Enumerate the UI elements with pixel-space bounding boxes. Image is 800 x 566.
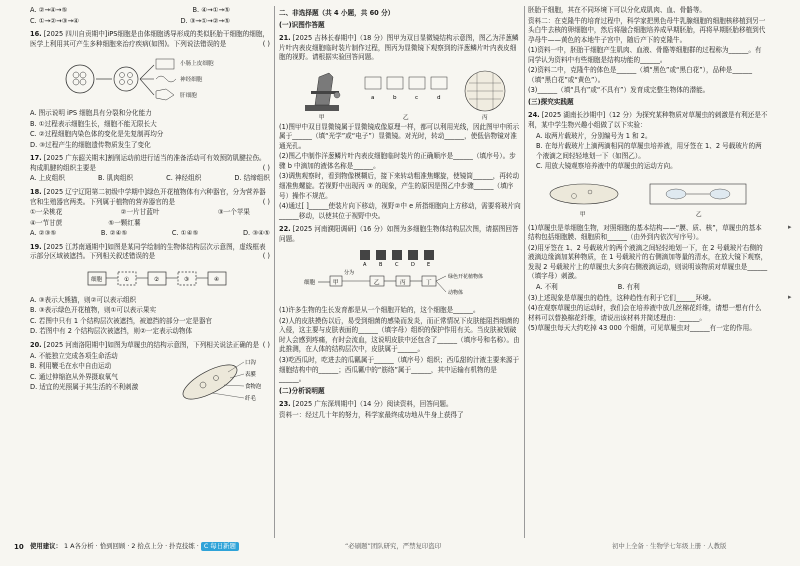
label-bing: 丙 [400,280,406,287]
option: D. ③④⑤ [242,229,270,238]
usage-items: 1 A各分析 · 恰到回顾 · 2 拾点上分 · 扑克技练 · [64,542,201,550]
organism-levels-figure [300,246,500,304]
label-oral-groove: 口沟 [245,359,256,366]
side-tab-mark: ▸ [788,223,792,231]
option: D. ③过程产生的细胞遗传物质发生了变化 [30,140,151,149]
q20-options [30,352,170,408]
question-stem: [2025 湖南长沙期中]（12 分）为探究某种物质对草履虫的刺激是有利还是不利，某中学生物兴趣小组做了以下实验： [528,111,768,130]
label-D: D [411,262,415,269]
option: C. 通过伸缩泡从外界摄取氧气 [30,372,118,381]
label-pellicle: 表膜 [245,371,256,378]
label-a: a [371,94,375,101]
step: A. 取两片载玻片，分别编号为 1 和 2。 [536,131,652,140]
question-23 [279,400,521,410]
label-2: ② [154,276,160,283]
question-24 [528,111,768,130]
paramecium-experiment-diagram [538,174,758,222]
sub-question: (1)资料一中，胚胎干细胞产生肌肉、血液、骨骼等细胞群的过程称为______。有同学认为资料中有些细胞是结构功能的______。 [528,46,762,64]
question-22 [279,225,521,244]
options-row [528,283,768,293]
footer-badge: C 每日新题 [201,542,239,551]
answer-paren: ( ) [262,163,270,172]
option: A. 上皮组织 [30,174,65,183]
footer-center: “必刷题”团队研究，严禁复印盗印 [345,542,442,550]
question-number: 19. [30,242,42,251]
sub-question: (1)许多生物的生长发育都是从一个细胞开始的，这个细胞是______。 [279,306,480,315]
label-4: ④ [214,276,220,283]
label-yi: 乙 [696,211,702,218]
item: ②一片甘蓝叶 [120,208,160,217]
item: ①一朵桃花 [30,208,63,217]
top-options-row-1 [30,6,270,16]
paramecium-experiment-figure [538,174,758,222]
question-number: 21. [279,34,291,43]
sub-question: (2)用牙签在 1、2 号载玻片的两个液滴之间轻轻地划一下，在 2 号载玻片右侧的液滴边缘滴加某种物质，在 1 号载玻片的右侧滴加等量的清水，在放大镜下观察，发现 2 号载玻片上的草履虫大多向右侧液滴运动，则说明该物质对草履虫是______（填字母）刺激。 [528,243,768,281]
column-divider-1 [274,6,275,538]
label-cell: 细胞 [91,276,103,283]
question-number: 22. [279,225,291,234]
label-b: b [393,94,397,101]
label-A: A [363,262,367,269]
option: B. 肌肉组织 [98,174,134,183]
items-row [30,208,270,218]
option: A. 图示说明 iPS 细胞具有分裂和分化能力 [30,109,152,118]
sub-question: (2)人的皮肤摸伤以后，易受到细菌的感染而发炎，而正常情况下皮肤能阻挡细菌的入侵，这主要与皮肤表面的______（填字母）组织的保护作用有关。当皮肤被划破时人会感到疼痛，有时会流血，这说明皮肤中还包含了______（填序号和名称）。由此推测，在人体的结构层次中，皮肤属于______。 [279,316,520,354]
step: B. 在每片载玻片上滴两滴相同的草履虫培养液，用牙签在 1、2 号载玻片的两个液滴之间轻轻地划一下（如图乙）。 [536,142,762,160]
label-cell: 细胞 [304,280,316,287]
question-number: 17. [30,154,42,163]
subsection-title: (一)识图作答题 [279,20,325,29]
column-divider-2 [524,6,525,538]
structure-levels-figure [50,264,250,294]
page-number: 10 [14,543,24,551]
label-d: d [437,94,441,101]
label-nerve: 神经细胞 [180,77,203,84]
item: ③一个苹果 [217,208,250,217]
option: A. 不利 [536,283,558,292]
option: D. ③→①→②→⑤ [180,16,230,25]
label-plant-body: 绿色开花植物体 [448,274,484,281]
section-title: 二、非选择题（共 4 小题，共 60 分） [279,9,395,17]
option: B. 利用鞭毛在水中自由运动 [30,362,112,371]
label-ding: 丁 [426,280,432,287]
sub-question: (3)上述现象是草履虫的趋性，这种趋性有利于它们______环境。 [528,293,716,302]
column-right [528,6,768,335]
label-fenwei: 分为 [344,270,355,277]
items-row [30,219,270,229]
label-liver: 肝细胞 [180,93,197,100]
question-21 [279,34,521,63]
options-row [30,174,270,184]
label-yi: 乙 [374,280,380,287]
option: D. 若图中有 2 个结构层次被遮挡，则②一定表示动物体 [30,327,193,336]
organism-levels-diagram [300,246,500,304]
question-stem: [2025 辽宁辽阳第二初级中学期中]绿色开花植物体有六种器官，分为营养器官和生殖器官两类。下列属于植物的营养器官的是 [30,188,266,206]
sub-question: (1)草履虫是单细胞生物，对照细胞的基本结构——“膜、质、核”，草履虫的基本结构包括细胞膜、细胞质和______（由外到内依次写序号）。 [528,223,762,242]
question-number: 20. [30,341,42,350]
sub-question: (4)在观察草履虫的运动时，我们会在培养液中放几丝棉花纤维，请想一想有什么材料可以替换棉花纤维，请说出该材料并简述理由：______。 [528,304,762,322]
side-tab-mark: ▸ [788,293,792,301]
label-food-vacuole: 食物泡 [245,383,262,390]
option: D. 适宜的光照属于其生活的不利刺激 [30,383,139,392]
label-c: c [415,94,419,101]
option: B. ①过程表示细胞生长，细胞不能无限长大 [30,119,157,128]
sub-question: (1)图甲中双目显微镜属于显微镜成像原理一样，都可以利用光线，因此图甲中所示属于______（填“光学”或“电子”）显微镜。对光时，转动______，使低倍物镜对准通光孔。 [279,122,520,150]
label-cilia: 纤毛 [245,395,256,402]
option: A. 不能独立完成各项生命活动 [30,351,118,360]
paramecium-diagram [170,352,270,408]
question-stem: [2025 吉林长春期中]（18 分）图甲为双目显微镜结构示意图，图乙为洋葱鳞片叶内表皮细胞临时装片制作过程，图丙为显微镜下观察到的洋葱鳞片叶内表皮细胞的视野。请根据实验回答问题。 [279,34,519,62]
footer-right: 初中上全备 · 生物学七年级上册 · 人教版 [612,542,727,550]
answer-paren: ( ) [262,341,270,350]
sub-question: (3)______（填“具有”或“不具有”）发育成完整生物体的潜能。 [528,86,710,95]
footer-left [30,542,239,551]
question-stem: [2025 江苏南通期中]如图是某同学绘制的生物体结构层次示意图，虚线框表示部分区域被遮挡。下列相关叙述错误的是 [30,242,266,261]
question-stem: [2025 河南濮阳调研]（16 分）如图为多细胞生物体结构层次图，请据图回答问题。 [279,225,519,243]
question-number: 24. [528,111,540,120]
reading-material: 胚胎干细胞，其在不同环境下可以分化成肌肉、血、骨骼等。 [528,6,707,14]
sub-question: (4)通过[ ]______使装片向下移动，视野②中 e 所指细胞向上方移动，需要将玻片向______移动，以使其位于视野中央。 [279,202,521,220]
sub-question: (5)草履虫每天大约吃掉 43 000 个细菌，可见草履虫对______有一定的作用。 [528,324,756,333]
label-intestine: 小肠上皮细胞 [180,61,214,68]
label-animal-body: 动物体 [448,290,464,297]
item: ④一节甘蔗 [30,218,63,227]
sub-question: (3)吃西瓜时，吃进去的瓜瓤属于______（填序号）组织；西瓜甜的汁液主要来源于细胞结构中的______；西瓜瓤中的“筋络”属于______，其中运输有机物的是______。 [279,356,520,384]
option: A. ②→④→⑤ [30,6,68,14]
label-B: B [379,262,383,269]
sub-question: (2)图乙中制作洋葱鳞片叶内表皮细胞临时装片的正确顺序是______（填序号）。步骤 b 中滴加的液体名称是______。 [279,152,516,170]
option: A. ②③⑤ [30,229,57,238]
label-E: E [427,262,431,269]
option: B. ②④⑤ [100,229,128,238]
option: C. ②过程细胞内染色体的变化是先复制再均分 [30,130,164,139]
structure-levels-diagram [50,264,250,294]
answer-paren: ( ) [262,39,270,48]
subsection-title: (三)探究实践题 [528,97,574,106]
usage-label: 使用建议： [30,542,62,550]
question-stem: [2025 河南洛阳期中]如图为草履虫的结构示意图，下列相关说法正确的是 [43,341,260,350]
question-stem: [2025 广东韶关期末]割削运动前进行适当的准备活动可有效预防肌腱拉伤。构成肌腱的组织主要是 [30,154,266,172]
question-number: 23. [279,400,291,409]
label-jia: 甲 [580,211,586,218]
subsection-title: (二)分析说明题 [279,386,325,395]
label-3: ③ [184,276,190,283]
label-jia: 甲 [319,114,325,121]
top-options-row-2 [30,17,270,27]
ips-cell-figure [50,51,250,107]
microscope-figure [285,65,515,121]
option: B. 有利 [617,283,640,292]
question-stem: [2025 广东深圳期中]（14 分）阅读资料，回答问题。 [292,400,453,409]
question-18 [30,188,270,207]
answer-paren: ( ) [262,197,270,206]
question-20 [30,341,270,351]
option: C. ①→②→③→④ [30,16,80,25]
column-middle [279,6,521,421]
q20-body [30,352,270,408]
item: ⑤一颗红薯 [108,218,141,227]
option: B. ④→①→⑤ [192,6,230,14]
ips-cell-diagram [50,51,250,107]
label-yi: 乙 [403,114,409,121]
option: B. ③表示绿色开花植物，则①可以表示果实 [30,306,157,315]
reading-material: 资料一：经过几十年的努力，科学家最终成功地从牛身上获得了 [279,410,464,419]
question-stem: [2025 四川自贡期中]iPS细胞是由体细胞诱导形成的类似胚胎干细胞的细胞，医学上利用其可产生多种细胞来治疗疾病(如图)。下列说法错误的是 [30,30,270,48]
label-jia: 甲 [333,280,339,287]
option: C. 神经组织 [166,174,202,183]
answer-paren: ( ) [262,252,270,261]
option: C. 若图中只有 1 个结构层次被遮挡，被遮挡的部分一定是器官 [30,316,213,325]
question-number: 16. [30,30,42,39]
question-19 [30,243,270,262]
options-row [30,229,270,239]
step: C. 用放大镜观察培养液中的草履虫的运动方向。 [536,162,677,171]
sub-question: (2)资料二中，克隆牛的体色是______（填“黑色”或“黑白花”），品种是______（填“黑白花”或“黄色”）。 [528,66,753,84]
option: C. ①④⑤ [171,229,199,238]
microscope-diagram [285,65,515,121]
reading-material: 资料二：在克隆牛的培育过程中，科学家把黑色母牛乳腺细胞的细胞核移植到另一头白牛去核的卵细胞中，然后将融合细胞培养成早期胚胎，再将早期胚胎移植到代孕母牛——黄色的本地牛子宫中，随后产下的克隆牛。 [528,16,766,44]
label-1: ① [124,276,130,283]
page-footer [0,539,800,561]
option: D. 结缔组织 [234,174,270,183]
label-bing: 丙 [482,114,488,121]
option: A. ③表示大熊猫，则②可以表示组织 [30,295,137,304]
question-number: 18. [30,188,42,197]
question-16 [30,30,270,49]
column-left [30,6,270,408]
sub-question: (3)调焦观察时，看到物像模糊后，接下来转动粗准焦螺旋，使镜筒______，再转动细准焦螺旋。若视野中出现丙 ③ 的现象，产生的原因是图乙中步骤______（填序号）操作不规范。 [279,172,520,200]
question-17 [30,154,270,173]
label-C: C [395,262,399,269]
